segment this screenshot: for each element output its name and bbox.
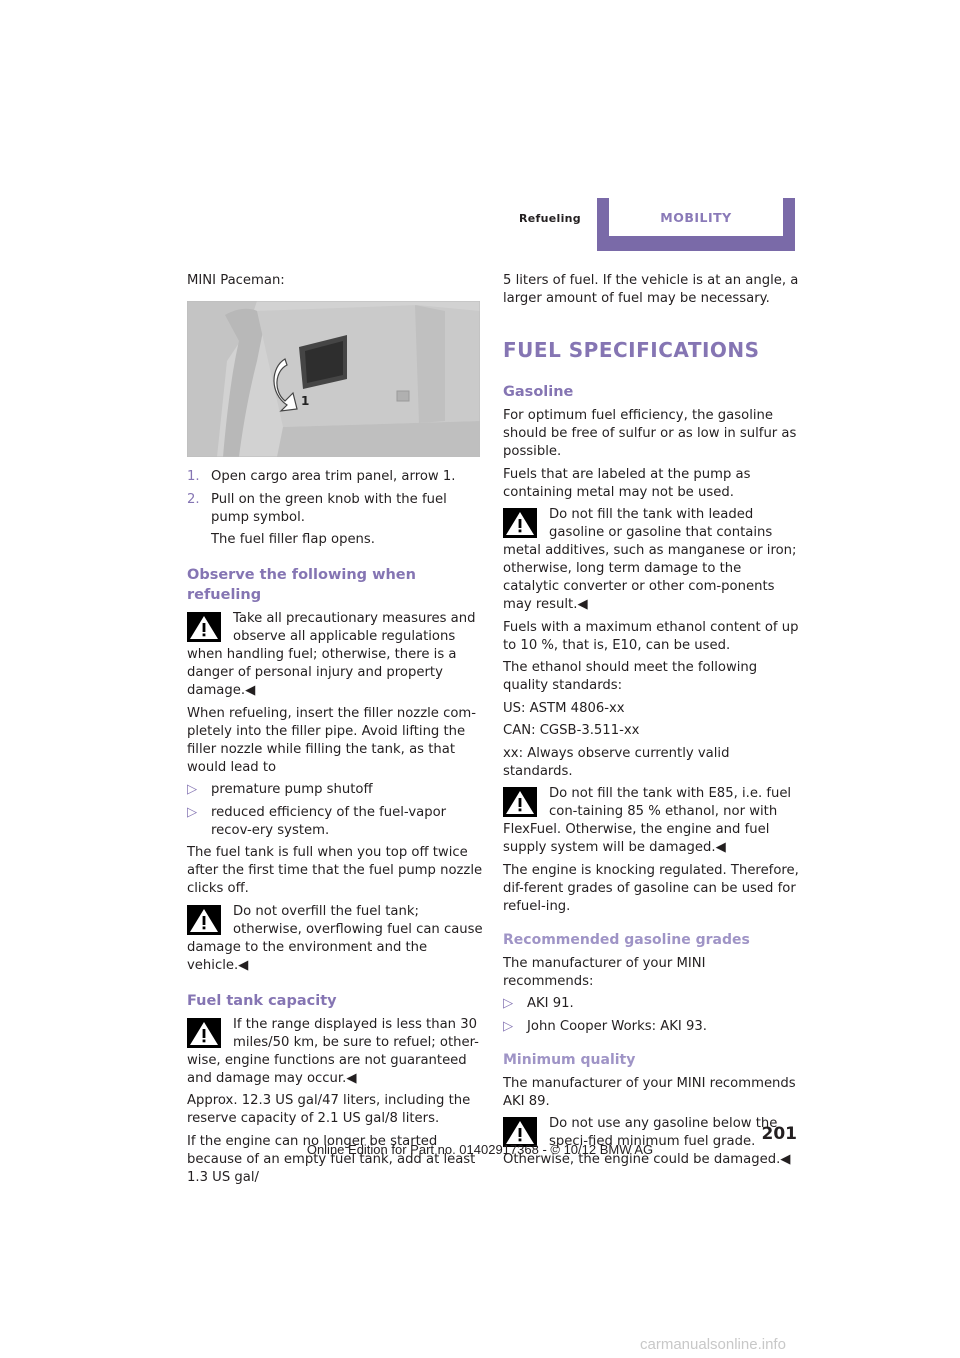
list-item-text: AKI 91. xyxy=(527,996,574,1011)
figure-arrow-label: 1 xyxy=(301,394,310,408)
step-text: Pull on the green knob with the fuel pump symbol. xyxy=(211,491,447,525)
page-number: 201 xyxy=(761,1124,797,1144)
step-number: 1. xyxy=(187,469,200,484)
warning-text: If the range displayed is less than 30 miles/50 km, be sure to refuel; other-wise, engine functions are not guaranteed and damage may occur. xyxy=(187,1016,479,1086)
gasoline-p3: Fuels with a maximum ethanol content of up to 10 %, that is, E10, can be used. xyxy=(503,619,799,653)
watermark: carmanualsonline.info xyxy=(640,1336,786,1353)
empty-tank-text: If the engine can no longer be started because of an empty fuel tank, add at least 1.3 US gal/ xyxy=(187,1133,476,1185)
gasoline-p2: Fuels that are labeled at the pump as containing metal may not be used. xyxy=(503,466,751,500)
chapter-title: MOBILITY xyxy=(660,210,732,225)
list-item xyxy=(187,781,484,799)
standard-note: xx: Always observe currently valid standards. xyxy=(503,745,730,779)
list-item xyxy=(503,1018,800,1036)
warning-block xyxy=(187,903,484,975)
warning-triangle-icon xyxy=(503,508,537,538)
warning-block xyxy=(503,785,800,857)
standard-can: CAN: CGSB-3.511-xx xyxy=(503,723,640,738)
bullet-icon: ▷ xyxy=(503,1018,514,1034)
warning-block xyxy=(503,506,800,614)
bullet-icon: ▷ xyxy=(503,996,514,1011)
running-header-section: Refueling xyxy=(519,212,581,225)
capacity-text: Approx. 12.3 US gal/47 liters, including the reserve capacity of 2.1 US gal/8 liters. xyxy=(187,1093,471,1126)
cargo-trim-illustration xyxy=(187,301,480,457)
warning-triangle-icon xyxy=(187,612,221,642)
heading-observe-refueling: Observe the following when refueling xyxy=(187,567,416,603)
warning-triangle-icon xyxy=(187,905,221,935)
step-number: 2. xyxy=(187,491,200,507)
paceman-intro: MINI Paceman: xyxy=(187,273,285,288)
end-mark: ◀ xyxy=(715,840,726,855)
recommended-intro: The manufacturer of your MINI recommends: xyxy=(503,955,706,989)
list-item xyxy=(187,804,484,840)
cargo-area-figure xyxy=(187,301,480,457)
warning-block xyxy=(187,610,484,700)
standard-us: US: ASTM 4806-xx xyxy=(503,700,625,716)
heading-fuel-tank-capacity: Fuel tank capacity xyxy=(187,992,337,1009)
warning-block xyxy=(187,1016,484,1088)
minimum-text: The manufacturer of your MINI recommends AKI 89. xyxy=(503,1075,796,1109)
list-item xyxy=(503,995,800,1013)
gasoline-p4: The ethanol should meet the following quality standards: xyxy=(503,660,758,693)
left-column xyxy=(187,272,484,1191)
heading-minimum-quality: Minimum quality xyxy=(503,1051,636,1068)
end-mark: ◀ xyxy=(577,597,588,612)
footer-edition: Online Edition for Part no. 01402917368 - © 10/12 BMW AG xyxy=(306,1142,654,1157)
warning-text: Do not fill the tank with leaded gasoline or gasoline that contains metal additives, such as manganese or iron; otherwise, long term damage to the catalytic converter or other com-ponents may result. xyxy=(503,507,797,612)
end-mark: ◀ xyxy=(346,1070,357,1086)
heading-fuel-specifications: FUEL SPECIFICATIONS xyxy=(503,338,760,362)
end-mark: ◀ xyxy=(238,957,249,973)
list-item-text: reduced efficiency of the fuel-vapor recov-ery system. xyxy=(211,804,447,838)
heading-recommended-grades: Recommended gasoline grades xyxy=(503,931,750,948)
tank-full-note: The fuel tank is full when you top off twice after the first time that the fuel pump nozzle clicks off. xyxy=(187,845,483,896)
step-2 xyxy=(187,491,484,527)
warning-triangle-icon xyxy=(187,1018,221,1048)
right-column xyxy=(503,272,800,1174)
gasoline-p1: For optimum fuel efficiency, the gasoline should be free of sulfur or as low in sulfur as possible. xyxy=(503,408,797,459)
warning-text: Do not use any gasoline below the speci-fied minimum fuel grade. Otherwise, the engine could be damaged. xyxy=(503,1116,781,1167)
heading-gasoline: Gasoline xyxy=(503,384,574,400)
step-1 xyxy=(187,468,484,486)
list-item-text: premature pump shutoff xyxy=(211,782,373,797)
empty-tank-continued: 5 liters of fuel. If the vehicle is at an angle, a larger amount of fuel may be necessary. xyxy=(503,273,799,306)
end-mark: ◀ xyxy=(245,683,256,698)
step-text: Open cargo area trim panel, arrow 1. xyxy=(211,469,456,484)
refuel-instructions: When refueling, insert the filler nozzle com-pletely into the filler pipe. Avoid lifting the filler nozzle while filling the tank, as that would lead to xyxy=(187,705,477,775)
warning-text: Do not overfill the fuel tank; otherwise, overflowing fuel can cause damage to the environment and the vehicle. xyxy=(187,903,483,973)
step-2-result: The fuel filler flap opens. xyxy=(211,532,375,547)
warning-text: Do not fill the tank with E85, i.e. fuel con-taining 85 % ethanol, nor with FlexFuel. Otherwise, the engine and fuel supply system will be damaged. xyxy=(503,786,792,855)
warning-text: Take all precautionary measures and observe all applicable regulations when handling fuel; otherwise, there is a danger of personal injury and property damage. xyxy=(187,611,476,698)
bullet-icon: ▷ xyxy=(187,782,198,797)
gasoline-p8: The engine is knocking regulated. Therefore, dif-ferent grades of gasoline can be used for refuel-ing. xyxy=(503,862,799,914)
warning-triangle-icon xyxy=(503,787,537,817)
end-mark: ◀ xyxy=(780,1152,791,1167)
bullet-icon: ▷ xyxy=(187,804,198,820)
list-item-text: John Cooper Works: AKI 93. xyxy=(527,1018,707,1034)
